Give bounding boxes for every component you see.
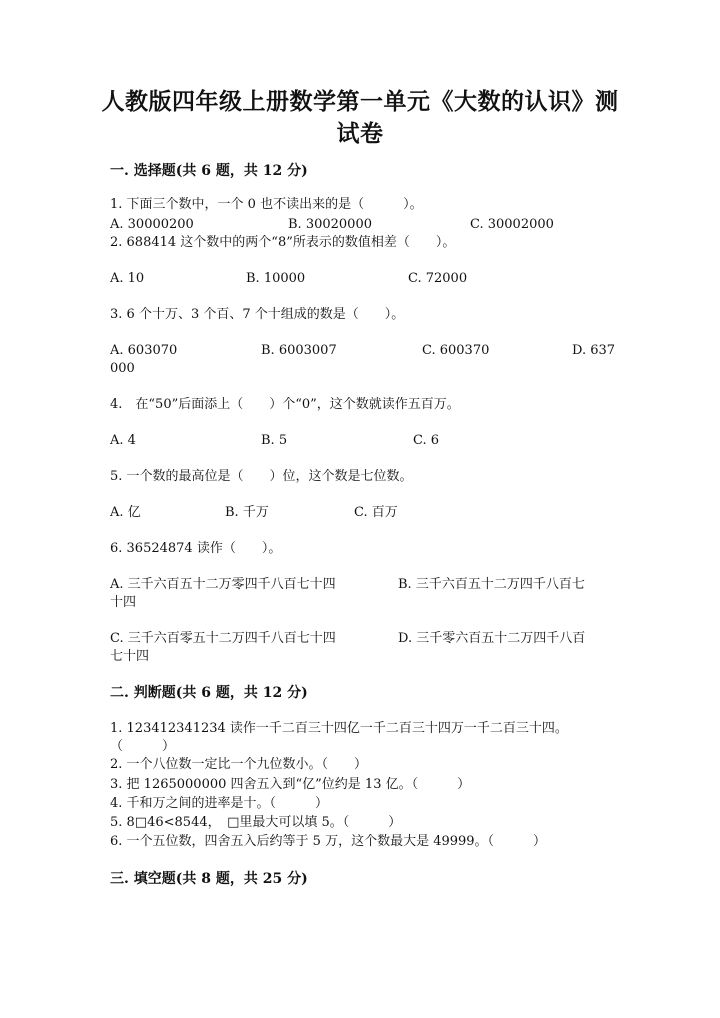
question-3-option-a: A. 603070 — [110, 343, 178, 358]
question-3-option-d: D. 637 — [572, 343, 616, 358]
page-title — [100, 86, 620, 150]
question-6-option-d: D. 三千零六百五十二万四千八百 — [398, 631, 586, 646]
title-line-1: 人教版四年级上册数学第一单元《大数的认识》测 — [101, 88, 619, 115]
question-5-option-c: C. 百万 — [354, 505, 398, 520]
question-1-option-b: B. 30020000 — [288, 217, 372, 232]
judge-item-2: 2. 一个八位数一定比一个九位数小。（ ） — [110, 757, 368, 772]
question-6-stem: 6. 36524874 读作（ ）。 — [110, 541, 282, 556]
section-heading-judgement: 二. 判断题(共 6 题，共 12 分) — [110, 685, 308, 701]
question-2-option-c: C. 72000 — [408, 271, 468, 286]
judge-item-1: 1. 123412341234 读作一千二百三十四亿一千二百三十四万一千二百三十四。 — [110, 721, 568, 736]
question-5-option-a: A. 亿 — [110, 505, 141, 520]
title-line-2: 试卷 — [336, 120, 384, 147]
question-1-option-c: C. 30002000 — [470, 217, 554, 232]
section-heading-choice: 一. 选择题(共 6 题，共 12 分) — [110, 163, 308, 179]
question-4-option-b: B. 5 — [261, 433, 288, 448]
question-2-stem: 2. 688414 这个数中的两个“8”所表示的数值相差（ ）。 — [110, 235, 456, 250]
question-2-option-b: B. 10000 — [246, 271, 306, 286]
question-6-option-d-continued: 七十四 — [110, 649, 150, 664]
judge-item-5: 5. 8□46<8544， □里最大可以填 5。（ ） — [110, 815, 402, 830]
question-4-option-a: A. 4 — [110, 433, 136, 448]
question-1-option-a: A. 30000200 — [110, 217, 194, 232]
question-4-stem: 4. 在“50”后面添上（ ）个“0”，这个数就读作五百万。 — [110, 397, 460, 412]
question-2-option-a: A. 10 — [110, 271, 145, 286]
question-3-option-b: B. 6003007 — [261, 343, 337, 358]
question-5-option-b: B. 千万 — [225, 505, 269, 520]
section-heading-fill-in: 三. 填空题(共 8 题，共 25 分) — [110, 871, 308, 887]
question-4-option-c: C. 6 — [413, 433, 440, 448]
judge-item-4: 4. 千和万之间的进率是十。（ ） — [110, 796, 329, 811]
question-3-stem: 3. 6 个十万、3 个百、7 个十组成的数是（ ）。 — [110, 307, 405, 322]
judge-item-3: 3. 把 1265000000 四舍五入到“亿”位约是 13 亿。（ ） — [110, 777, 471, 792]
judge-item-1-answer-paren: （ ） — [110, 739, 176, 754]
question-6-option-a: A. 三千六百五十二万零四千八百七十四 — [110, 577, 336, 592]
question-3-option-c: C. 600370 — [422, 343, 490, 358]
judge-item-6: 6. 一个五位数，四舍五入后约等于 5 万，这个数最大是 49999。（ ） — [110, 834, 547, 849]
question-6-option-b: B. 三千六百五十二万四千八百七 — [398, 577, 585, 592]
question-6-option-b-continued: 十四 — [110, 595, 137, 610]
question-6-option-c: C. 三千六百零五十二万四千八百七十四 — [110, 631, 336, 646]
question-3-option-d-continued: 000 — [110, 361, 135, 376]
question-1-stem: 1. 下面三个数中，一个 0 也不读出来的是（ ）。 — [110, 197, 423, 212]
question-5-stem: 5. 一个数的最高位是（ ）位，这个数是七位数。 — [110, 469, 413, 484]
